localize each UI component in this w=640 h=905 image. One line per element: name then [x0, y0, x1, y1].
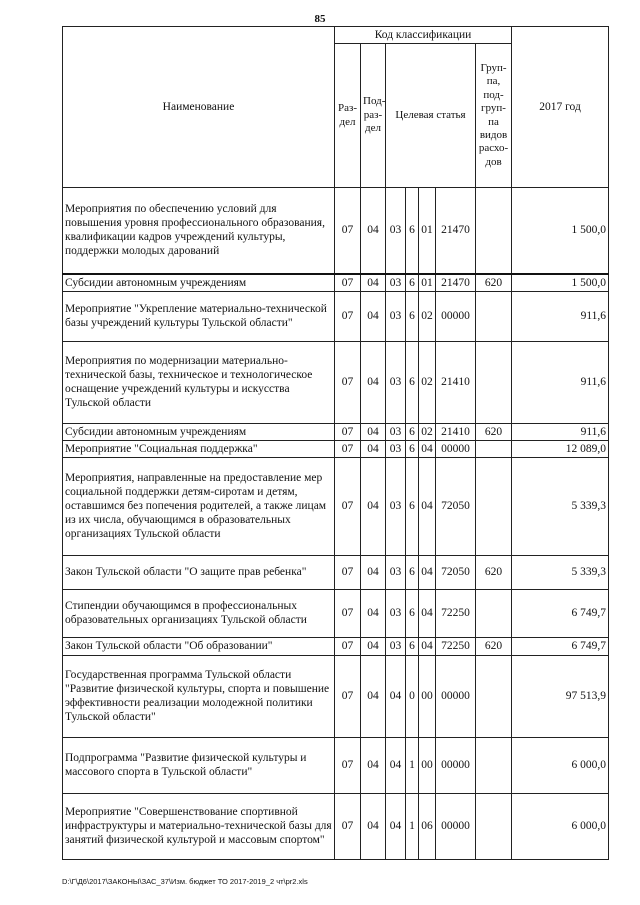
- row-cs-measure: 00: [419, 737, 436, 793]
- row-group: 620: [476, 637, 512, 655]
- row-cs-program: 04: [386, 655, 406, 737]
- table-row: [63, 637, 609, 655]
- header-razdel: Раз- дел: [335, 44, 361, 188]
- row-razdel: 07: [335, 274, 361, 292]
- row-razdel: 07: [335, 457, 361, 555]
- row-name: Закон Тульской области "О защите прав ребенка": [63, 555, 335, 589]
- row-cs-direction: 00000: [436, 655, 476, 737]
- row-name: Субсидии автономным учреждениям: [63, 423, 335, 440]
- row-cs-subprogram: 6: [406, 341, 419, 423]
- row-podrazdel: 04: [361, 423, 386, 440]
- row-razdel: 07: [335, 291, 361, 341]
- row-cs-measure: 04: [419, 589, 436, 637]
- row-cs-measure: 02: [419, 341, 436, 423]
- row-group: [476, 440, 512, 457]
- row-cs-measure: 06: [419, 793, 436, 859]
- row-group: 620: [476, 274, 512, 292]
- row-amount: 5 339,3: [512, 555, 609, 589]
- table-row: [63, 793, 609, 859]
- row-razdel: 07: [335, 737, 361, 793]
- row-cs-program: 03: [386, 555, 406, 589]
- table-row: [63, 188, 609, 274]
- row-group: [476, 341, 512, 423]
- header-code-group: Код классификации: [335, 27, 512, 44]
- header-name: Наименование: [63, 27, 335, 188]
- row-cs-subprogram: 6: [406, 274, 419, 292]
- row-cs-subprogram: 6: [406, 555, 419, 589]
- row-amount: 1 500,0: [512, 274, 609, 292]
- header-year: 2017 год: [512, 27, 609, 188]
- table-row: [63, 737, 609, 793]
- row-cs-direction: 00000: [436, 737, 476, 793]
- row-cs-direction: 72050: [436, 457, 476, 555]
- row-cs-subprogram: 1: [406, 793, 419, 859]
- row-group: [476, 737, 512, 793]
- row-cs-program: 03: [386, 589, 406, 637]
- row-razdel: 07: [335, 423, 361, 440]
- table-row: [63, 457, 609, 555]
- row-cs-subprogram: 0: [406, 655, 419, 737]
- row-cs-subprogram: 6: [406, 589, 419, 637]
- row-name: Субсидии автономным учреждениям: [63, 274, 335, 292]
- row-cs-measure: 00: [419, 655, 436, 737]
- row-amount: 911,6: [512, 423, 609, 440]
- row-cs-program: 03: [386, 423, 406, 440]
- row-cs-direction: 00000: [436, 291, 476, 341]
- table-row: [63, 655, 609, 737]
- row-cs-direction: 72250: [436, 589, 476, 637]
- header-group: Груп- па, под- груп- па видов расхо- дов: [476, 44, 512, 188]
- row-amount: 1 500,0: [512, 188, 609, 274]
- row-cs-direction: 21410: [436, 341, 476, 423]
- row-amount: 6 000,0: [512, 793, 609, 859]
- table-row: [63, 341, 609, 423]
- row-razdel: 07: [335, 589, 361, 637]
- row-group: [476, 793, 512, 859]
- table-row: [63, 274, 609, 292]
- row-cs-program: 03: [386, 291, 406, 341]
- row-cs-subprogram: 6: [406, 440, 419, 457]
- row-cs-measure: 04: [419, 555, 436, 589]
- table-row: [63, 555, 609, 589]
- row-amount: 6 000,0: [512, 737, 609, 793]
- row-name: Мероприятие "Укрепление материально-технической базы учреждений культуры Тульской области": [63, 291, 335, 341]
- row-cs-measure: 04: [419, 457, 436, 555]
- row-cs-measure: 02: [419, 423, 436, 440]
- row-cs-program: 03: [386, 341, 406, 423]
- row-amount: 5 339,3: [512, 457, 609, 555]
- row-amount: 12 089,0: [512, 440, 609, 457]
- row-cs-subprogram: 6: [406, 291, 419, 341]
- budget-table: [62, 26, 609, 860]
- row-cs-measure: 02: [419, 291, 436, 341]
- header-podrazdel: Под- раз- дел: [361, 44, 386, 188]
- row-podrazdel: 04: [361, 793, 386, 859]
- row-name: Мероприятия, направленные на предоставление мер социальной поддержки детям-сиротам и детям, оставшимся без попечения родителей, а также лицам из их числа, обучающимся в образовательных организациях Тульской области: [63, 457, 335, 555]
- row-cs-measure: 01: [419, 188, 436, 274]
- row-podrazdel: 04: [361, 457, 386, 555]
- row-name: Мероприятия по модернизации материально-технической базы, техническое и технологическое оснащение учреждений культуры и искусства Тульской области: [63, 341, 335, 423]
- row-amount: 97 513,9: [512, 655, 609, 737]
- row-razdel: 07: [335, 555, 361, 589]
- row-podrazdel: 04: [361, 341, 386, 423]
- row-group: 620: [476, 423, 512, 440]
- row-cs-program: 03: [386, 440, 406, 457]
- row-amount: 911,6: [512, 291, 609, 341]
- row-razdel: 07: [335, 793, 361, 859]
- row-group: [476, 457, 512, 555]
- row-podrazdel: 04: [361, 440, 386, 457]
- row-cs-program: 03: [386, 457, 406, 555]
- row-razdel: 07: [335, 440, 361, 457]
- row-name: Государственная программа Тульской области "Развитие физической культуры, спорта и повышение эффективности реализации молодежной политики Тульской области": [63, 655, 335, 737]
- row-cs-program: 04: [386, 737, 406, 793]
- file-path-footer: D:\Г\Д6\2017\ЗАКОНЫ\ЗАС_37\Изм. бюджет ТО 2017-2019_2 чт\pr2.xls: [62, 877, 308, 886]
- row-cs-measure: 04: [419, 637, 436, 655]
- row-razdel: 07: [335, 341, 361, 423]
- row-cs-program: 03: [386, 274, 406, 292]
- table-row: [63, 423, 609, 440]
- row-cs-program: 03: [386, 188, 406, 274]
- table-row: [63, 589, 609, 637]
- row-amount: 911,6: [512, 341, 609, 423]
- row-podrazdel: 04: [361, 589, 386, 637]
- row-cs-direction: 72050: [436, 555, 476, 589]
- row-name: Стипендии обучающимся в профессиональных образовательных организациях Тульской области: [63, 589, 335, 637]
- row-group: 620: [476, 555, 512, 589]
- row-podrazdel: 04: [361, 555, 386, 589]
- row-group: [476, 655, 512, 737]
- row-cs-subprogram: 6: [406, 637, 419, 655]
- row-cs-subprogram: 6: [406, 423, 419, 440]
- row-name: Мероприятия по обеспечению условий для повышения уровня профессионального образования, квалификации кадров учреждений культуры, поддержки молодых дарований: [63, 188, 335, 274]
- row-name: Закон Тульской области "Об образовании": [63, 637, 335, 655]
- row-podrazdel: 04: [361, 274, 386, 292]
- row-cs-program: 03: [386, 637, 406, 655]
- row-razdel: 07: [335, 637, 361, 655]
- row-podrazdel: 04: [361, 637, 386, 655]
- row-razdel: 07: [335, 188, 361, 274]
- row-cs-measure: 04: [419, 440, 436, 457]
- row-cs-direction: 21470: [436, 274, 476, 292]
- row-group: [476, 188, 512, 274]
- row-cs-direction: 00000: [436, 440, 476, 457]
- row-name: Подпрограмма "Развитие физической культуры и массового спорта в Тульской области": [63, 737, 335, 793]
- row-cs-direction: 00000: [436, 793, 476, 859]
- row-cs-direction: 21470: [436, 188, 476, 274]
- row-podrazdel: 04: [361, 188, 386, 274]
- row-name: Мероприятие "Социальная поддержка": [63, 440, 335, 457]
- row-podrazdel: 04: [361, 737, 386, 793]
- row-group: [476, 589, 512, 637]
- row-cs-program: 04: [386, 793, 406, 859]
- row-cs-subprogram: 6: [406, 457, 419, 555]
- row-podrazdel: 04: [361, 291, 386, 341]
- row-cs-subprogram: 6: [406, 188, 419, 274]
- row-cs-direction: 21410: [436, 423, 476, 440]
- table-row: [63, 291, 609, 341]
- row-podrazdel: 04: [361, 655, 386, 737]
- row-razdel: 07: [335, 655, 361, 737]
- row-amount: 6 749,7: [512, 589, 609, 637]
- row-amount: 6 749,7: [512, 637, 609, 655]
- page-number: 85: [314, 13, 326, 25]
- table-row: [63, 440, 609, 457]
- row-cs-subprogram: 1: [406, 737, 419, 793]
- row-cs-direction: 72250: [436, 637, 476, 655]
- row-cs-measure: 01: [419, 274, 436, 292]
- row-group: [476, 291, 512, 341]
- header-target: Целевая статья: [386, 44, 476, 188]
- row-name: Мероприятие "Совершенствование спортивной инфраструктуры и материально-технической базы для занятий физической культурой и массовым спортом": [63, 793, 335, 859]
